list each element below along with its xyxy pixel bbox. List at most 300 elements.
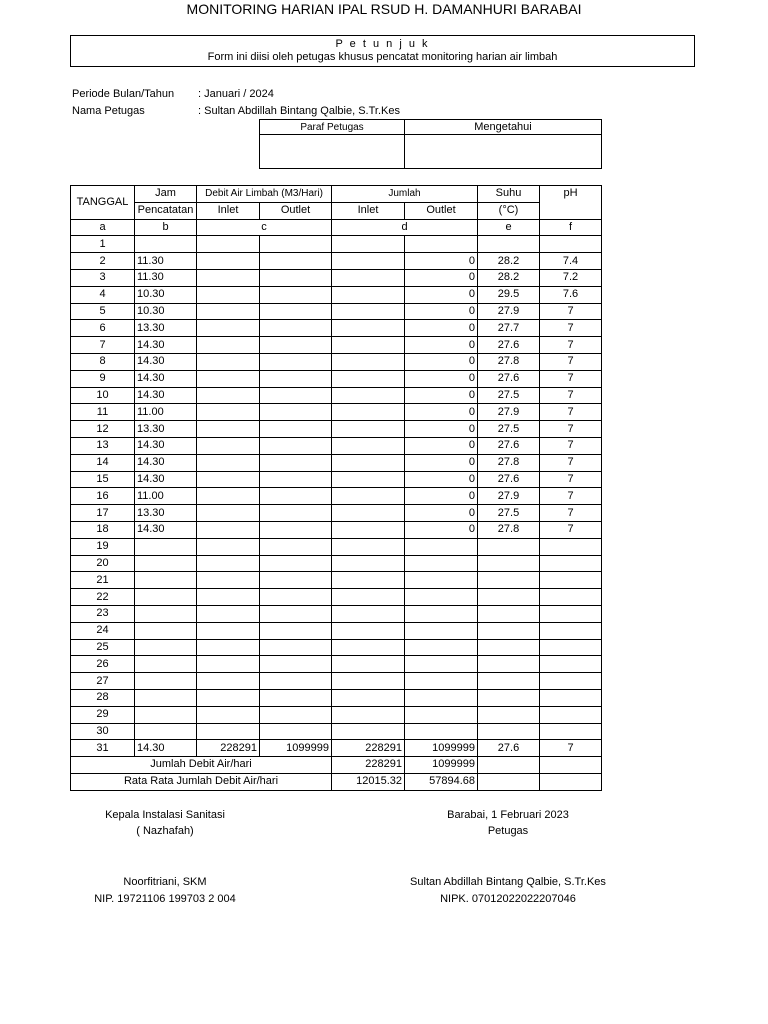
- cell-debit-inlet: 228291: [197, 740, 260, 757]
- cell-day: 3: [71, 269, 135, 286]
- cell-ph: [540, 689, 602, 706]
- cell-jumlah-inlet: [332, 605, 405, 622]
- table-row: [71, 505, 602, 522]
- cell-day: 28: [71, 689, 135, 706]
- cell-jumlah-inlet: 228291: [332, 740, 405, 757]
- header-jumlah-outlet: Outlet: [405, 202, 478, 219]
- cell-debit-inlet: [197, 723, 260, 740]
- cell-debit-outlet: [260, 421, 332, 438]
- cell-ph: 7: [540, 404, 602, 421]
- header-jumlah: Jumlah: [332, 186, 478, 203]
- cell-debit-inlet: [197, 622, 260, 639]
- cell-debit-inlet: [197, 471, 260, 488]
- cell-debit-outlet: [260, 505, 332, 522]
- cell-jumlah-inlet: [332, 505, 405, 522]
- header-pencatatan: Pencatatan: [135, 202, 197, 219]
- cell-ph: [540, 723, 602, 740]
- cell-jumlah-outlet: 0: [405, 471, 478, 488]
- cell-jumlah-inlet: [332, 320, 405, 337]
- cell-debit-inlet: [197, 286, 260, 303]
- cell-debit-inlet: [197, 337, 260, 354]
- cell-debit-inlet: [197, 353, 260, 370]
- code-b: b: [135, 219, 197, 236]
- monitoring-table: [70, 185, 602, 791]
- officer-label: Nama Petugas: [72, 105, 145, 117]
- cell-jam: 13.30: [135, 320, 197, 337]
- cell-debit-outlet: [260, 589, 332, 606]
- table-row: [71, 454, 602, 471]
- cell-jam: [135, 538, 197, 555]
- cell-day: 4: [71, 286, 135, 303]
- cell-jam: [135, 656, 197, 673]
- cell-suhu: [478, 572, 540, 589]
- cell-ph: 7: [540, 337, 602, 354]
- cell-debit-inlet: [197, 673, 260, 690]
- cell-suhu: 27.9: [478, 404, 540, 421]
- cell-jumlah-inlet: [332, 521, 405, 538]
- cell-debit-inlet: [197, 572, 260, 589]
- cell-suhu: [478, 639, 540, 656]
- cell-day: 14: [71, 454, 135, 471]
- cell-jam: [135, 572, 197, 589]
- table-row: [71, 437, 602, 454]
- cell-debit-outlet: [260, 555, 332, 572]
- cell-ph: [540, 622, 602, 639]
- cell-day: 21: [71, 572, 135, 589]
- cell-ph: 7: [540, 320, 602, 337]
- cell-debit-outlet: [260, 454, 332, 471]
- cell-ph: 7: [540, 353, 602, 370]
- table-row: [71, 639, 602, 656]
- cell-day: 25: [71, 639, 135, 656]
- code-c: c: [197, 219, 332, 236]
- cell-suhu: 27.6: [478, 370, 540, 387]
- cell-suhu: 27.6: [478, 471, 540, 488]
- cell-ph: 7.6: [540, 286, 602, 303]
- header-suhu: Suhu: [478, 186, 540, 203]
- cell-jam: [135, 723, 197, 740]
- table-row: [71, 706, 602, 723]
- cell-jumlah-inlet: [332, 253, 405, 270]
- cell-debit-inlet: [197, 689, 260, 706]
- cell-day: 6: [71, 320, 135, 337]
- cell-day: 13: [71, 437, 135, 454]
- period-label: Periode Bulan/Tahun: [72, 88, 175, 100]
- table-row: [71, 740, 602, 757]
- cell-jumlah-outlet: 0: [405, 253, 478, 270]
- cell-debit-outlet: [260, 605, 332, 622]
- cell-jumlah-inlet: [332, 706, 405, 723]
- cell-jumlah-outlet: [405, 723, 478, 740]
- cell-jumlah-outlet: 0: [405, 521, 478, 538]
- cell-debit-outlet: [260, 706, 332, 723]
- cell-debit-outlet: [260, 723, 332, 740]
- cell-suhu: [478, 605, 540, 622]
- cell-jam: 11.00: [135, 488, 197, 505]
- cell-debit-inlet: [197, 404, 260, 421]
- cell-debit-inlet: [197, 521, 260, 538]
- cell-jam: 14.30: [135, 454, 197, 471]
- cell-day: 19: [71, 538, 135, 555]
- cell-jam: 10.30: [135, 303, 197, 320]
- cell-day: 1: [71, 236, 135, 253]
- cell-jumlah-inlet: [332, 303, 405, 320]
- cell-jam: 13.30: [135, 505, 197, 522]
- cell-jam: 14.30: [135, 521, 197, 538]
- cell-jumlah-inlet: [332, 723, 405, 740]
- cell-jumlah-inlet: [332, 370, 405, 387]
- table-row: [71, 337, 602, 354]
- cell-jumlah-outlet: [405, 236, 478, 253]
- header-ph: pH: [540, 186, 602, 220]
- footer-left-title: Kepala Instalasi Sanitasi: [105, 809, 225, 821]
- cell-debit-outlet: [260, 572, 332, 589]
- cell-ph: 7: [540, 521, 602, 538]
- cell-debit-inlet: [197, 269, 260, 286]
- cell-jam: [135, 589, 197, 606]
- table-row: [71, 521, 602, 538]
- cell-debit-inlet: [197, 387, 260, 404]
- cell-debit-outlet: [260, 253, 332, 270]
- footer-right-name: Sultan Abdillah Bintang Qalbie, S.Tr.Kes: [410, 876, 606, 888]
- cell-debit-inlet: [197, 639, 260, 656]
- cell-debit-outlet: [260, 689, 332, 706]
- cell-ph: [540, 589, 602, 606]
- cell-day: 23: [71, 605, 135, 622]
- total-outlet: 1099999: [405, 757, 478, 774]
- cell-jumlah-inlet: [332, 538, 405, 555]
- cell-ph: [540, 673, 602, 690]
- cell-jumlah-outlet: 0: [405, 370, 478, 387]
- cell-jumlah-outlet: 0: [405, 421, 478, 438]
- cell-suhu: 27.8: [478, 521, 540, 538]
- cell-debit-inlet: [197, 236, 260, 253]
- table-row: [71, 656, 602, 673]
- cell-day: 22: [71, 589, 135, 606]
- cell-jumlah-outlet: [405, 706, 478, 723]
- cell-debit-outlet: [260, 437, 332, 454]
- cell-day: 10: [71, 387, 135, 404]
- period-value: : Januari / 2024: [198, 88, 274, 100]
- cell-suhu: [478, 689, 540, 706]
- cell-jumlah-outlet: [405, 673, 478, 690]
- cell-day: 16: [71, 488, 135, 505]
- table-row: [71, 689, 602, 706]
- cell-jam: 14.30: [135, 387, 197, 404]
- cell-day: 12: [71, 421, 135, 438]
- cell-debit-outlet: [260, 286, 332, 303]
- table-row: [71, 253, 602, 270]
- instructions-box: [70, 35, 695, 67]
- cell-suhu: 27.5: [478, 505, 540, 522]
- cell-jumlah-outlet: [405, 689, 478, 706]
- cell-day: 26: [71, 656, 135, 673]
- cell-suhu: 27.9: [478, 303, 540, 320]
- cell-debit-inlet: [197, 538, 260, 555]
- sig-col-paraf: Paraf Petugas: [260, 120, 405, 135]
- cell-ph: [540, 605, 602, 622]
- header-jumlah-inlet: Inlet: [332, 202, 405, 219]
- cell-jumlah-outlet: 0: [405, 437, 478, 454]
- cell-jam: 14.30: [135, 337, 197, 354]
- table-row: [71, 488, 602, 505]
- cell-debit-outlet: [260, 269, 332, 286]
- cell-suhu: 27.5: [478, 387, 540, 404]
- cell-debit-outlet: [260, 656, 332, 673]
- total-suhu: [478, 757, 540, 774]
- cell-ph: [540, 555, 602, 572]
- cell-jumlah-outlet: 0: [405, 337, 478, 354]
- cell-jumlah-outlet: [405, 622, 478, 639]
- cell-debit-inlet: [197, 488, 260, 505]
- header-debit-outlet: Outlet: [260, 202, 332, 219]
- cell-ph: 7: [540, 454, 602, 471]
- cell-suhu: 28.2: [478, 253, 540, 270]
- cell-suhu: [478, 656, 540, 673]
- cell-debit-inlet: [197, 253, 260, 270]
- table-row: [71, 353, 602, 370]
- table-row: [71, 370, 602, 387]
- table-row: [71, 605, 602, 622]
- cell-debit-outlet: [260, 370, 332, 387]
- cell-day: 17: [71, 505, 135, 522]
- cell-jam: 14.30: [135, 740, 197, 757]
- cell-jam: 14.30: [135, 437, 197, 454]
- cell-jumlah-outlet: 0: [405, 269, 478, 286]
- average-outlet: 57894.68: [405, 773, 478, 790]
- cell-debit-outlet: [260, 471, 332, 488]
- cell-suhu: [478, 538, 540, 555]
- cell-jumlah-inlet: [332, 236, 405, 253]
- header-debit: Debit Air Limbah (M3/Hari): [197, 186, 332, 203]
- table-row: [71, 589, 602, 606]
- header-suhu-unit: (°C): [478, 202, 540, 219]
- cell-jam: 13.30: [135, 421, 197, 438]
- cell-jam: [135, 673, 197, 690]
- cell-debit-inlet: [197, 505, 260, 522]
- cell-debit-outlet: [260, 303, 332, 320]
- cell-jumlah-outlet: [405, 538, 478, 555]
- cell-debit-inlet: [197, 320, 260, 337]
- cell-jumlah-inlet: [332, 454, 405, 471]
- cell-jam: 11.30: [135, 269, 197, 286]
- table-row: [71, 303, 602, 320]
- cell-jumlah-outlet: 0: [405, 505, 478, 522]
- cell-day: 9: [71, 370, 135, 387]
- cell-jumlah-inlet: [332, 555, 405, 572]
- cell-day: 5: [71, 303, 135, 320]
- cell-debit-outlet: [260, 337, 332, 354]
- cell-suhu: 27.8: [478, 353, 540, 370]
- cell-suhu: 27.5: [478, 421, 540, 438]
- cell-jumlah-outlet: [405, 572, 478, 589]
- cell-ph: [540, 639, 602, 656]
- signature-box: [259, 119, 602, 169]
- table-row: [71, 723, 602, 740]
- cell-jumlah-inlet: [332, 404, 405, 421]
- cell-jumlah-outlet: [405, 555, 478, 572]
- cell-jumlah-outlet: 0: [405, 303, 478, 320]
- cell-jumlah-outlet: [405, 639, 478, 656]
- cell-suhu: [478, 673, 540, 690]
- average-label: Rata Rata Jumlah Debit Air/hari: [71, 773, 332, 790]
- cell-debit-inlet: [197, 437, 260, 454]
- cell-day: 2: [71, 253, 135, 270]
- cell-suhu: 29.5: [478, 286, 540, 303]
- cell-jam: 14.30: [135, 370, 197, 387]
- cell-jumlah-inlet: [332, 488, 405, 505]
- cell-suhu: [478, 622, 540, 639]
- table-row: [71, 471, 602, 488]
- table-row: [71, 286, 602, 303]
- cell-jumlah-inlet: [332, 269, 405, 286]
- officer-value: : Sultan Abdillah Bintang Qalbie, S.Tr.Kes: [198, 105, 400, 117]
- cell-debit-inlet: [197, 605, 260, 622]
- cell-debit-inlet: [197, 303, 260, 320]
- cell-jam: 10.30: [135, 286, 197, 303]
- cell-jam: 11.00: [135, 404, 197, 421]
- instructions-text: Form ini diisi oleh petugas khusus pencatat monitoring harian air limbah: [207, 51, 558, 63]
- cell-debit-inlet: [197, 589, 260, 606]
- cell-jumlah-outlet: 0: [405, 286, 478, 303]
- cell-suhu: 27.6: [478, 437, 540, 454]
- cell-ph: 7: [540, 488, 602, 505]
- instructions-heading: P e t u n j u k: [335, 38, 430, 50]
- cell-ph: 7: [540, 471, 602, 488]
- table-row: [71, 538, 602, 555]
- cell-jumlah-outlet: 0: [405, 320, 478, 337]
- average-ph: [540, 773, 602, 790]
- cell-day: 8: [71, 353, 135, 370]
- cell-suhu: 27.7: [478, 320, 540, 337]
- cell-suhu: 27.8: [478, 454, 540, 471]
- cell-ph: [540, 572, 602, 589]
- cell-debit-outlet: [260, 320, 332, 337]
- cell-debit-outlet: [260, 622, 332, 639]
- cell-jumlah-inlet: [332, 673, 405, 690]
- cell-ph: [540, 656, 602, 673]
- sig-cell-mengetahui[interactable]: [405, 135, 602, 169]
- cell-debit-outlet: [260, 673, 332, 690]
- cell-jumlah-inlet: [332, 387, 405, 404]
- total-label: Jumlah Debit Air/hari: [71, 757, 332, 774]
- table-row: [71, 572, 602, 589]
- cell-debit-outlet: [260, 538, 332, 555]
- cell-debit-outlet: [260, 404, 332, 421]
- cell-debit-inlet: [197, 656, 260, 673]
- cell-suhu: [478, 589, 540, 606]
- cell-ph: 7: [540, 387, 602, 404]
- cell-debit-inlet: [197, 454, 260, 471]
- cell-ph: [540, 706, 602, 723]
- cell-debit-inlet: [197, 555, 260, 572]
- header-jam: Jam: [135, 186, 197, 203]
- cell-ph: 7: [540, 303, 602, 320]
- cell-jumlah-outlet: [405, 656, 478, 673]
- cell-jumlah-outlet: 1099999: [405, 740, 478, 757]
- cell-jumlah-outlet: 0: [405, 353, 478, 370]
- cell-suhu: 28.2: [478, 269, 540, 286]
- cell-suhu: 27.6: [478, 740, 540, 757]
- average-inlet: 12015.32: [332, 773, 405, 790]
- footer-left-sub: ( Nazhafah): [136, 825, 194, 837]
- cell-jam: 11.30: [135, 253, 197, 270]
- sig-cell-paraf[interactable]: [260, 135, 405, 169]
- code-f: f: [540, 219, 602, 236]
- table-row: [71, 622, 602, 639]
- cell-ph: [540, 236, 602, 253]
- cell-jumlah-inlet: [332, 589, 405, 606]
- cell-jumlah-outlet: 0: [405, 454, 478, 471]
- cell-jumlah-inlet: [332, 639, 405, 656]
- cell-jumlah-inlet: [332, 471, 405, 488]
- cell-day: 27: [71, 673, 135, 690]
- code-d: d: [332, 219, 478, 236]
- table-row: [71, 404, 602, 421]
- cell-jumlah-inlet: [332, 421, 405, 438]
- sig-col-mengetahui: Mengetahui: [405, 120, 602, 135]
- cell-debit-outlet: [260, 488, 332, 505]
- cell-debit-inlet: [197, 421, 260, 438]
- page-title: MONITORING HARIAN IPAL RSUD H. DAMANHURI BARABAI: [186, 1, 582, 17]
- code-e: e: [478, 219, 540, 236]
- cell-day: 20: [71, 555, 135, 572]
- cell-jumlah-inlet: [332, 437, 405, 454]
- cell-day: 18: [71, 521, 135, 538]
- footer-right-nip: NIPK. 07012022022207046: [440, 893, 576, 905]
- cell-jam: [135, 555, 197, 572]
- cell-jam: [135, 639, 197, 656]
- cell-suhu: 27.9: [478, 488, 540, 505]
- cell-day: 30: [71, 723, 135, 740]
- table-row: [71, 673, 602, 690]
- code-a: a: [71, 219, 135, 236]
- cell-jumlah-inlet: [332, 689, 405, 706]
- cell-ph: 7: [540, 437, 602, 454]
- cell-jumlah-inlet: [332, 572, 405, 589]
- table-row: [71, 236, 602, 253]
- cell-day: 7: [71, 337, 135, 354]
- cell-suhu: [478, 723, 540, 740]
- cell-day: 15: [71, 471, 135, 488]
- cell-jumlah-outlet: 0: [405, 488, 478, 505]
- cell-day: 11: [71, 404, 135, 421]
- cell-debit-outlet: [260, 387, 332, 404]
- cell-jumlah-inlet: [332, 337, 405, 354]
- cell-jam: [135, 605, 197, 622]
- cell-jumlah-outlet: 0: [405, 404, 478, 421]
- header-tanggal: TANGGAL: [71, 186, 135, 220]
- footer-left-name: Noorfitriani, SKM: [123, 876, 207, 888]
- cell-jumlah-outlet: 0: [405, 387, 478, 404]
- footer-left-nip: NIP. 19721106 199703 2 004: [94, 893, 236, 905]
- footer-right-date: Barabai, 1 Februari 2023: [447, 809, 569, 821]
- cell-jam: [135, 236, 197, 253]
- cell-jumlah-inlet: [332, 622, 405, 639]
- cell-ph: 7.4: [540, 253, 602, 270]
- table-row: [71, 387, 602, 404]
- average-suhu: [478, 773, 540, 790]
- cell-jumlah-inlet: [332, 656, 405, 673]
- cell-suhu: [478, 555, 540, 572]
- cell-suhu: 27.6: [478, 337, 540, 354]
- table-row: [71, 421, 602, 438]
- cell-suhu: [478, 236, 540, 253]
- cell-day: 24: [71, 622, 135, 639]
- cell-ph: 7: [540, 421, 602, 438]
- cell-jam: 14.30: [135, 353, 197, 370]
- cell-ph: 7: [540, 740, 602, 757]
